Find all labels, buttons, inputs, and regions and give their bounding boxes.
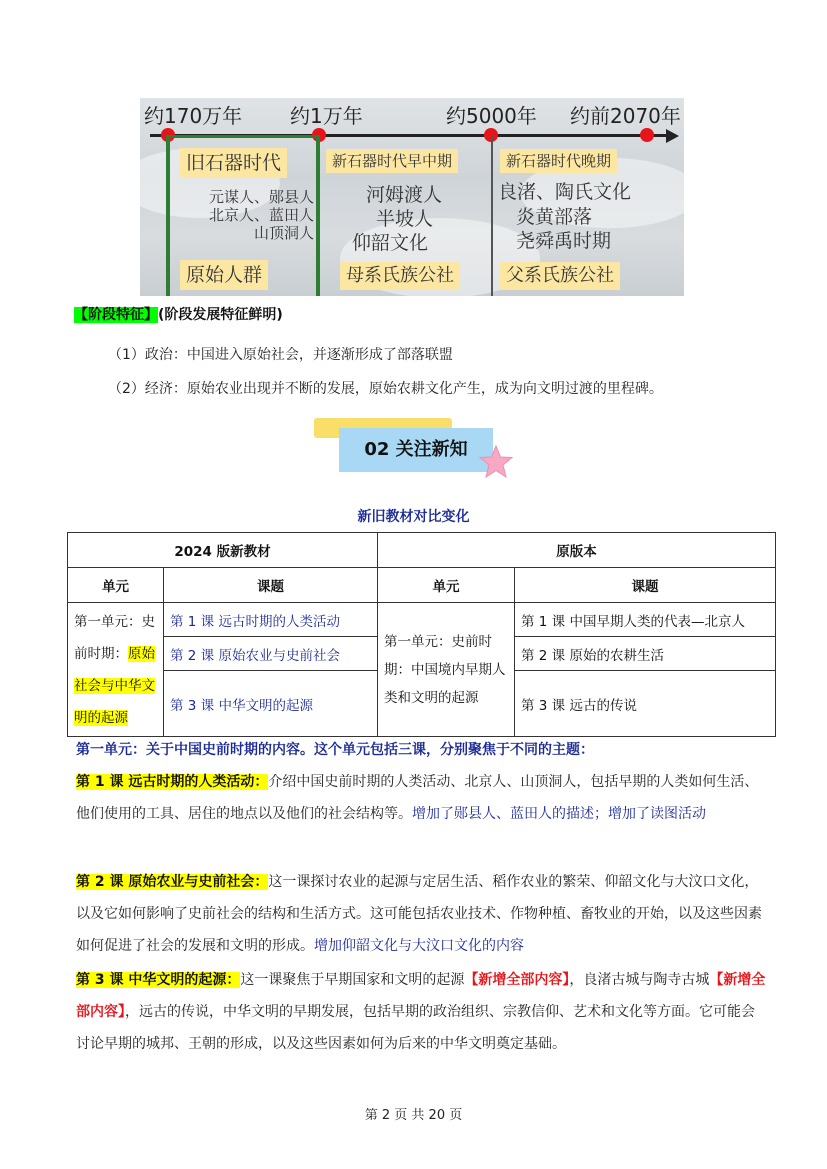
lesson-text: ，远古的传说，中华文明的早期发展，包括早期的政治组织、宗教信仰、艺术和文化等方面。它可能会讨论早期的城邦、王朝的形成，以及这些因素如何为后来的中华文明奠定基础。: [76, 1004, 755, 1052]
lesson-3-description: [76, 964, 766, 1060]
table-row: [68, 568, 776, 603]
new-lesson-cell: 第 2 课 原始农业与史前社会: [164, 637, 378, 671]
lesson-text: 这一课聚焦于早期国家和文明的起源: [240, 972, 465, 988]
neolithic-early-sites: [352, 184, 482, 255]
period-label-neolithic-early: 新石器时代早中期: [326, 149, 458, 173]
lesson-1-description: [76, 766, 766, 830]
column-header: 单元: [378, 568, 515, 603]
stage-subtitle: (阶段发展特征鲜明): [158, 307, 283, 323]
lesson-text: 介绍中国史前时期的人类活动、北京人、山顶洞人，包括早期的人类如何生活、他们使用的工具、居住的地点以及他们的社会结构等。: [76, 774, 759, 822]
star-icon: [478, 444, 514, 480]
unit-summary: 第一单元：关于中国史前时期的内容。这个单元包括三课，分别聚焦于不同的主题：: [76, 742, 594, 758]
header-new-edition: 2024 版新教材: [68, 533, 378, 568]
timeline-date: 约170万年: [144, 104, 243, 128]
history-timeline-figure: [140, 98, 684, 296]
timeline-date: 约前2070年: [570, 104, 681, 128]
new-unit-highlight: 原始社会与中华文明的起源: [74, 645, 155, 726]
lesson-added-note: 增加了郧县人、蓝田人的描述；增加了读图活动: [412, 806, 706, 822]
timeline-divider: [491, 136, 493, 296]
section-banner: [339, 428, 493, 472]
site-line: 尧舜禹时期: [516, 230, 612, 253]
old-lesson-cell: 第 3 课 远古的传说: [515, 671, 776, 737]
society-label-patrilineal: 父系氏族公社: [500, 262, 620, 290]
stage-heading: [74, 304, 283, 324]
neolithic-late-sites: [498, 180, 678, 254]
site-line: 炎黄部落: [516, 205, 593, 228]
column-header: 课题: [164, 568, 378, 603]
stage-tag: 【阶段特征】: [74, 307, 158, 323]
textbook-comparison-table: [67, 532, 776, 737]
site-line: 河姆渡人: [366, 184, 443, 206]
section-title: 02 关注新知: [364, 439, 468, 460]
lesson-added-note: 增加仰韶文化与大汶口文化的内容: [314, 938, 524, 954]
new-lesson-cell: 第 3 课 中华文明的起源: [164, 671, 378, 737]
site-line: 半坡人: [376, 207, 434, 230]
site-line: 北京人、蓝田人: [208, 206, 314, 224]
new-unit-prefix: 第一单元：史前时期：: [74, 613, 155, 662]
society-label-paleolithic: 原始人群: [180, 260, 268, 290]
period-label-neolithic-late: 新石器时代晚期: [500, 149, 617, 173]
site-line: 仰韶文化: [352, 231, 429, 254]
table-title: 新旧教材对比变化: [357, 509, 470, 525]
table-row: [68, 533, 776, 568]
stage-point: （2）经济：原始农业出现并不断的发展，原始农耕文化产生，成为向文明过渡的里程碑。: [108, 381, 663, 397]
column-header: 课题: [515, 568, 776, 603]
timeline-date: 约5000年: [446, 104, 537, 128]
new-content-tag: 【新增全部内容】: [76, 972, 766, 1020]
period-label-paleolithic: 旧石器时代: [180, 148, 287, 178]
paleolithic-sites: [196, 188, 314, 242]
lesson-text: 这一课探讨农业的起源与定居生活、稻作农业的繁荣、仰韶文化与大汶口文化，以及它如何影响了史前社会的结构和生活方式。这可能包括农业技术、作物种植、畜牧业的开始，以及这些因素如何促进了社会的发展和文明的形成。: [76, 874, 762, 954]
site-line: 山顶洞人: [253, 224, 314, 242]
lesson-text: ，良渚古城与陶寺古城: [569, 972, 710, 988]
timeline-date: 约1万年: [290, 104, 363, 128]
site-line: 元谋人、郧县人: [208, 188, 314, 206]
old-lesson-cell: 第 2 课 原始的农耕生活: [515, 637, 776, 671]
timeline-marker: [640, 128, 654, 142]
lesson-lead: 第 1 课 远古时期的人类活动：: [76, 774, 269, 790]
old-lesson-cell: 第 1 课 中国早期人类的代表—北京人: [515, 603, 776, 637]
new-unit-cell: [68, 603, 164, 737]
lesson-lead: 第 2 课 原始农业与史前社会：: [76, 874, 269, 890]
stage-point: （1）政治：中国进入原始社会，并逐渐形成了部落联盟: [108, 347, 453, 363]
lesson-lead: 第 3 课 中华文明的起源：: [76, 972, 241, 988]
new-content-tag: 【新增全部内容】: [464, 972, 570, 988]
header-old-edition: 原版本: [378, 533, 776, 568]
table-row: [68, 603, 776, 637]
timeline-arrow-icon: [666, 129, 679, 143]
column-header: 单元: [68, 568, 164, 603]
page-footer: 第 2 页 共 20 页: [364, 1108, 463, 1123]
society-label-matrilineal: 母系氏族公社: [340, 262, 460, 290]
old-unit-cell: 第一单元：史前时期：中国境内早期人类和文明的起源: [378, 603, 515, 737]
site-line: 良渚、陶氏文化: [498, 181, 632, 203]
lesson-2-description: [76, 866, 766, 962]
new-lesson-cell: 第 1 课 远古时期的人类活动: [164, 603, 378, 637]
